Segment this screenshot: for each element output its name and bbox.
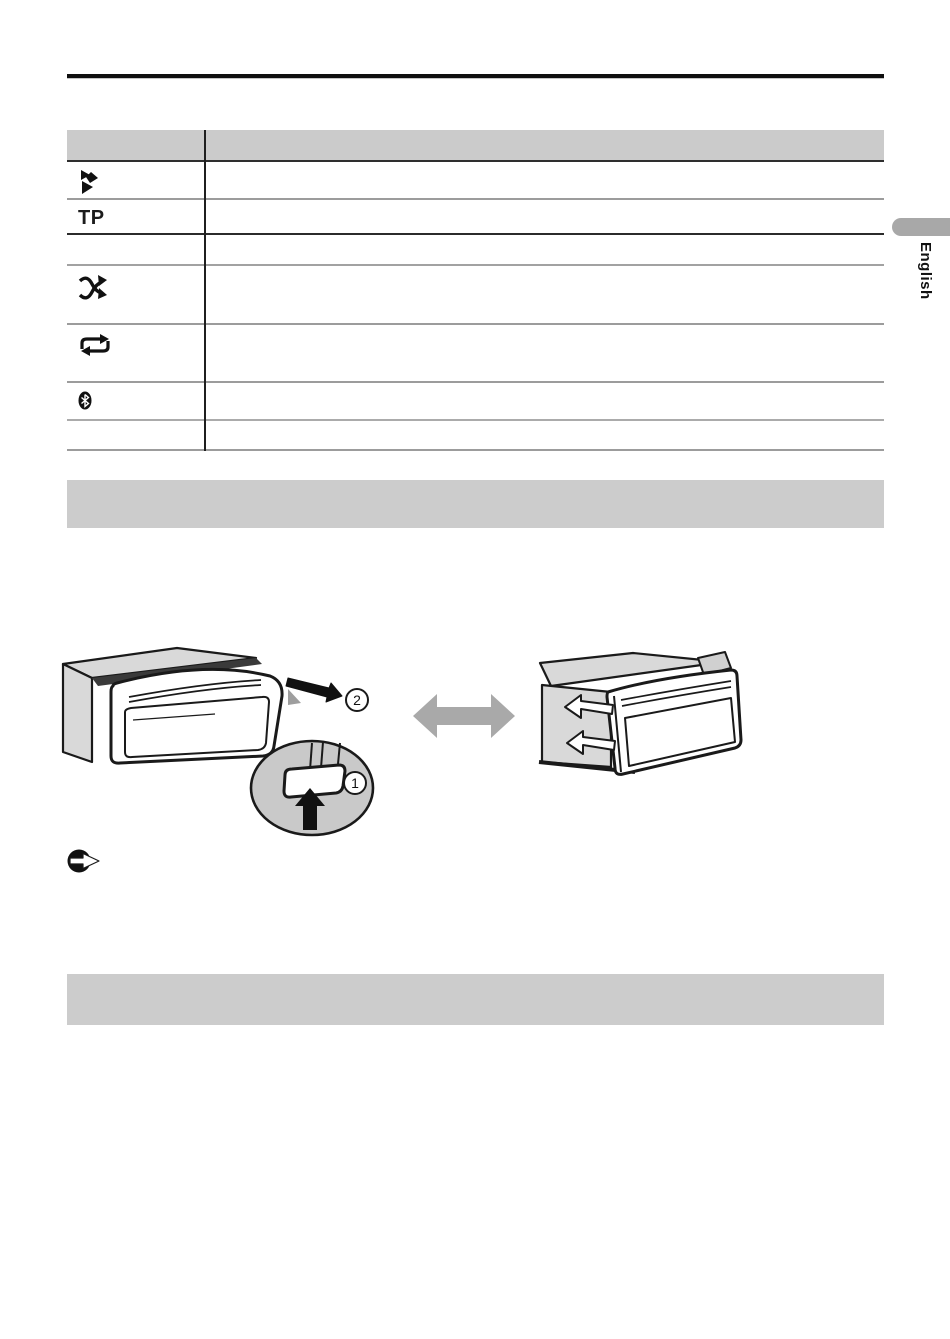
front-panel-figure (55, 640, 890, 855)
section-banner (67, 974, 884, 1025)
pivot-wedge-icon (288, 689, 301, 705)
description-cell (204, 325, 884, 333)
section-banner (67, 480, 884, 528)
table-row (67, 200, 884, 235)
symbol-cell (67, 325, 204, 357)
table-row (67, 162, 884, 200)
table-row (67, 383, 884, 421)
language-label: English (917, 242, 934, 300)
indicator-table (67, 130, 884, 451)
table-column-divider (204, 130, 206, 451)
front-panel-detach-illustration (55, 640, 385, 855)
description-cell (204, 266, 884, 274)
symbol-cell (67, 162, 204, 195)
repeat-icon (78, 333, 112, 357)
description-cell (204, 235, 884, 243)
table-row (67, 325, 884, 383)
description-cell (204, 162, 884, 170)
bluetooth-icon (78, 391, 92, 410)
shuffle-icon (78, 274, 109, 301)
section-title (67, 974, 884, 994)
tip-icon-wrap (66, 847, 104, 880)
release-button (284, 765, 345, 797)
symbol-cell (67, 421, 204, 429)
language-tab (892, 218, 950, 236)
description-cell (204, 200, 884, 208)
table-row (67, 421, 884, 451)
description-cell (204, 421, 884, 429)
symbol-cell (67, 383, 204, 410)
tip-icon (66, 847, 104, 875)
front-panel-attach-illustration (535, 648, 750, 783)
symbol-label: TP (78, 207, 105, 229)
table-header-row (67, 130, 884, 162)
table-header-description (204, 130, 884, 138)
table-header-symbol (67, 130, 204, 138)
symbol-cell (67, 235, 204, 243)
description-cell (204, 383, 884, 391)
callout-step-2: 2 (345, 688, 369, 712)
section-title (67, 480, 884, 500)
symbol-cell (67, 266, 204, 301)
top-rule (67, 74, 884, 78)
callout-step-1: 1 (343, 771, 367, 795)
seek-indicator-icon (78, 170, 98, 195)
symbol-cell (67, 200, 204, 229)
table-row (67, 266, 884, 325)
double-headed-arrow-icon (413, 690, 515, 742)
table-row (67, 235, 884, 266)
